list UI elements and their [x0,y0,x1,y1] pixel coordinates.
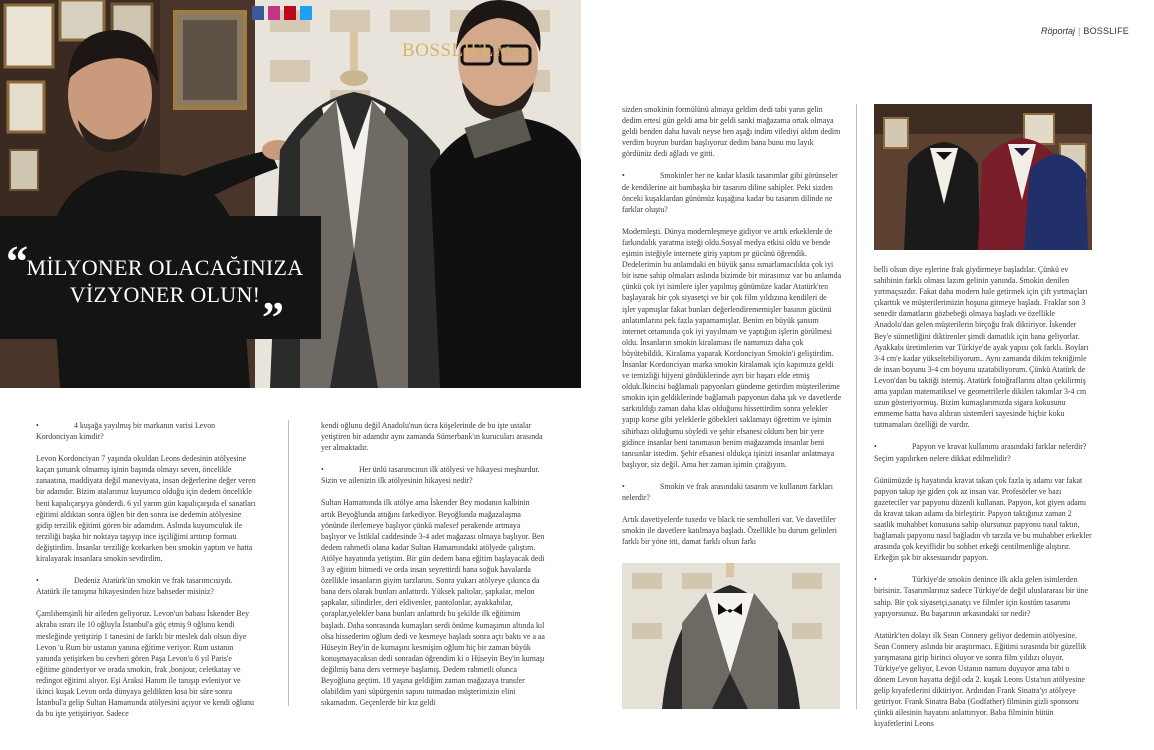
tuxedo-mannequin-image [622,563,840,709]
open-quote-mark: “ [6,237,28,286]
interview-question [622,170,842,214]
bullet-icon: • [36,421,39,430]
interview-question [874,441,1092,463]
brand-watermark [402,40,525,62]
text-column-3 [622,104,842,558]
bullet-icon: • [622,481,625,491]
header-separator: | [1078,26,1081,36]
tuxedo-mannequin-photo [622,563,840,709]
bullet-icon: • [874,442,877,452]
close-quote-mark: ” [262,293,284,342]
column-rule [288,420,289,706]
interview-question [36,575,256,597]
question-text: Türkiye'de smokin denince ilk akla gelen isimlerden birisiniz. Tasarımlarınız sadece Türkiye'de değil uluslararası bir üne sahip. Bir çok siyasetçi,sanatçı ve filmler için kostüm tasarımı yapıyorsunuz. Bu başarının arkasındaki sır nedir? [874,575,1088,618]
running-header [1041,26,1129,36]
suits-display-image [874,104,1092,250]
interview-question [622,481,842,503]
question-text: Papyon ve kravat kullanımı arasındaki farklar nelerdir? Seçim yapılırken nelere dikkat edilmelidir? [874,442,1087,463]
question-text: 4 kuşağa yayılmış bir markanın varisi Levon Kordonciyan kimdir? [36,421,216,442]
interview-answer: kendi oğlunu değil Anadolu'nun ücra köşelerinde de bu işte ustalar yetiştiren bir adamdır aynı zamanda Sümerbank'ın kurucuları arasında yer almaktadır. [321,421,543,453]
text-column-4 [874,264,1092,741]
bullet-icon: • [321,465,324,475]
bullet-icon: • [874,575,877,585]
pull-quote-line-1: MİLYONER OLACAĞINIZA [26,255,304,280]
interview-question [874,574,1092,618]
interview-answer: Günümüzde iş hayatında kravat takan çok fazla iş adamı var fakat papyon takıp işe giden çok az insan var. Profesörler ve bazı gazeteciler var papyonu düzenli kullanan. Papyon, kot giyen adamı da kravat takan adamı da birleştirir. Papyon taktığınız zaman 2 saatlik muhabbet konusuna sahip olursunuz papyonu nasıl taktın, bağlamalı papyonu nasıl bağladın vb tarzda ve bu muhabbet erkekler arasında çok keyiflidir bu sohbet erkeği centilmenliğe alıştırır. Erkeğin şık bir aksesuarıdır papyon. [874,475,1092,563]
interview-question [36,420,256,442]
text-column-2 [321,420,546,719]
interview-answer: sizden smokinin formülünü almaya geldim dedi tabi yarın gelin dedim ertesi gün geldi ama bir geldi sanki mağazama ortak olmaya geldi benden daha havalı neyse ben aşağı indim vilediyi aldım dedim verdim buyrun burdan başlıyoruz dedim bana bunu mu layık gördünüz dedi ağladı ve gitti. [622,105,841,159]
interview-answer: Çamlıhemşinli bir aileden geliyoruz. Levon'un babası İskender Bey akraba ısrarı ile 10 oğluyla İstanbul'a göç etmiş 9 oğlunu kendi mesleğinde yetiştirip 1 tanesini de farklı bir meslek dalı olsun diye Levon 'u Rum bir ustanın yanına eğitime veriyor. Rum ustanın yanında yetişirken bu cevheri gören Paşa Levon'u 6 yıl Paris'e eğitime gönderiyor ve orada smokin, frak ,bonjour, celetkatay ve redingot eğitimi alıyor. Eşi Araksi Hanım ile tanışıp evleniyor ve ikinci kuşak Levon orda dünyaya geldikten kısa bir süre sonra İstanbul'a gelip Sultan Hamamında atölyesini açıyor ve kendi oğlunu da bu işte yetiştiriyor. Sadece [36,609,254,719]
interview-answer: belli olsun diye eşlerine frak giydirmeye başladılar. Çünkü ev sahibinin farklı olması lazım gelinin yanında. Smokin denilen yırtmaçsızdır. Fakat daha modern hale getirmek için çift yırtmaçları çıkarttık ve müşterilerimizin hoşuna gitmeye başladı. Fraklar son 3 senedir damatların gözbebeği olmaya başladı ve özellikle Anadolu'dan gelen müşterilerin birçoğu frak diktiriyor. İskender Bey'e sünnetliğini diktirenler şimdi damatlık için bana geliyorlar. Ayakkabı üretimlerim var Türkiye'de ayak yapısı çok farklı. Boyları 3-4 cm'e kadar yükseltebiliyorum.. Aynı zamanda dikim tekniğimle de insan boyunu 3-4 cm boyunu uzatabiliyorum. Çünkü Atatürk de Levon'dan bu taktiği istemiş. Atatürk fotoğraflarını altan çekilirmiş ama yapılan matematiksel ve geometrilerle dikilen takımlar 3-4 cm uzun gösteriyormuş. Bizim kumaşlarımızda sigara kokusunu emmeme hatta hava aldıran sistemleri sayesinde hiçbir koku tutmamaları özelliği de vardır. [874,265,1089,430]
interview-answer: Modernleşti. Dünya modernleşmeye gidiyor ve artık erkeklerde de farkındalık yaratma isteği oldu.Sosyal medya etkisi oldu ve bende eşimin isteğiyle internete giriş yaptım pr gücünü öğrendik. Dedelerimin bu anlamdaki en büyük şansı ısmarlamacılıkta çok iyi bir isme sahip olmaları aslında bizimde bir mirasımız var bu anlamda çünkü çok iyi isimlere işler yapılmış günümüze kadar Atatürk'ten başlayarak bir çok siyasetçi ve bir çok film yıldızına kendileri de işler yapmışlar fakat bunları değerlendirememişler basının gücünü anlatımlarını pek fazla yapamamışlar. Benim en büyük şansım internet ortamında çok iyi yayılmam ve yaptığım işlerin görülmesi oldu. İnsanların smokin kiralaması ile namımızı daha çok büyütebildik. Kiralama yaparak Kordonciyan Smokin'i geliştirdim. İnsanlar Kordonciyan marka smokin kiralamak için kapımıza geldi ve temizliği hijyeni gördüklerinde ayrı bir başarı elde etmiş olduk.İkincisi bağlamalı papyonları gündeme getirdim müşterilerime smokin için geldiklerinde bağlamalı papyonun daha şık ve davetlerde sarkıtıldığı zaman daha klas olduğunu hissettirdim sonra yelekler yapıp korse gibi yeleklerle göbekleri saklamayı öğrettim ve işimin sihirbazı olduğumu söyledi ve şehir efsanesi oldum ben bir yere gidince insanlar beni tanımasın benim mağazamda insanlar beni tanısınlar istedim. Şehir efsanesi oldukça işinizi insanlar anlatmaya başlıyor, siz değil. Ama her zaman işimin çırağıyım. [622,226,842,469]
magazine-name: BOSSLIFE [1083,26,1129,36]
column-rule [856,104,857,709]
question-text: Smokinler her ne kadar klasik tasarımlar gibi görünseler de kendilerine ait bambaşka bir tasarım diline sahipler. Peki sizden önceki kuşaklardan günümüz kuşağına kadar bu tasarım dilinde ne farklar oluştu? [622,171,838,214]
question-text: Her ünlü tasarımcının ilk atölyesi ve hikayesi meşhurdur. Sizin ve ailenizin ilk atölyesinin hikayesi nedir? [321,465,540,486]
interview-question [321,464,546,486]
bullet-icon: • [622,171,625,181]
hero-photo [0,0,581,388]
interview-answer: Sultan Hamamında ilk atölye ama İskender Bey modanın kalbinin artık Beyoğlunda attığını farkediyor. Beyoğlunda mağazalaşma yönünde ilerlemeye başlıyor çünkü malesef perakende artmaya başlıyor ve İstiklal caddesinde 3-4 adet mağazası olmaya başlıyor. Ben dedem rahmetli olana kadar Sultan Hamamındaki atölyede çalıştım. Atölye hayatında yetiştim. Bir gün dedem bana eğitim başlayacak dedi 3 ay eğitim bitmedi ve orda insan seyrettirdi bana soğuk havalarda özellikle insanların giyim tarzlarını. Sonra yukarı atölyeye çıkınca da bana ders olarak bunları anlattırdı. Yüksek paltolar, şapkalar, melon şapkalar, silindirler, deri eldivenler, pantolonlar, ayakkabılar, çoraplar,yelekler bana bunları anlattırdı bu şekilde ilk eğitimim başladı. Daha sonrasında kumaşları serdi önüme kumaşımın altında kıl olsa hissederim oğlum dedi ve kesmeye başladı sonra açtı baktı ve a aa Hüseyin Bey'in de kumaşını kesmişim oğlum hiç bir zaman büyük konuşmayacaksın dedi sonradan öğrendim ki o Hüseyin Bey'in kumaşı değilmiş bana ders vermeye başlamış. Dedem rahmetli olunca Beyoğluna geçtim. 18 yaşına geldiğim zaman mağazaya transfer olabildim yani süpürgenin sapını tutmadan müşterimizin elini sıkamadım. Geçenlerde bir kız geldi [321,498,545,708]
pull-quote-line-2: VİZYONER OLUN! [69,282,261,307]
suits-display-photo [874,104,1092,250]
section-label: Röportaj [1041,26,1076,36]
pull-quote [0,216,321,342]
brand-watermark-script: Men [496,44,525,60]
question-text: Smokin ve frak arasındaki tasarım ve kullanım farkları nelerdir? [622,481,833,502]
interview-answer: Atatürk'ten dolayı ilk Sean Connery geliyor dedemin atölyesine. Sean Connery aslında bir araştırmacı. Eğitimi sırasında bir güzellik yarışmasına girip birinci oluyor ve sonra film yıldızı oluyor. Türkiye'ye geliyor, Levon Ustanın namını duyuyor ama tabi o dönem Levon hayatta değil oda 2. kuşak Leons Usta'nın atölyesine gelip kıyafetlerini diktiriyor. Ardından Frank Sinatra'yı atölyeye getiriyor. Frank Sinatra Baba (Godfather) filminin gizli sponsoru çünkü ailesinin hayatını anlattırıyor. Baba filminin bütün kıyafetlerini Leons [874,630,1087,729]
text-column-1 [36,420,256,730]
interview-answer: Levon Kordonciyan 7 yaşında okuldan Leons dedesinin atölyesine kaçan şımarık olmamış işinin başında olmayı seven, öncelikle zanaatına, maddiyata değil maneviyata, insan değerlerine değer veren bir adamdır. Bizim atalarımız kuyumcu olduğu için dedem öncelikle beni kapalıçarşıya gönderdi. 6 yıl yarım gün kapalıçarşıda el sanatları eğitimi aldıktan sonra öğlen bir den sonra ise dedemin atölyesine gidip terzilik eğitimi gören bir adamdım. Aslında kuyumculuk ile terziliği başka bir noktaya taşıyıp ince işçiliğimi arttırıp formatı değiştirdim. İnsanlar terziliğe korkarken ben smokin yaptım ve hatta kiralayarak insanlara smokin sevdirdim. [36,454,256,564]
interview-answer: Artık davetiyelerde tuxedo ve black tie sembolleri var. Ve davetliler smokin ile davetlere katılmaya başladı. Özellikle bu durum gelinleri farklı bir yöne itti, damat farklı olsun farkı [622,515,837,547]
brand-watermark-text: BOSSLIFE [402,40,494,61]
bullet-icon: • [36,576,39,586]
question-text: Dedeniz Atatürk'ün smokin ve frak tasarımcısıydı. Atatürk ile tanışma hikayesinden bize bahseder misiniz? [36,576,233,597]
